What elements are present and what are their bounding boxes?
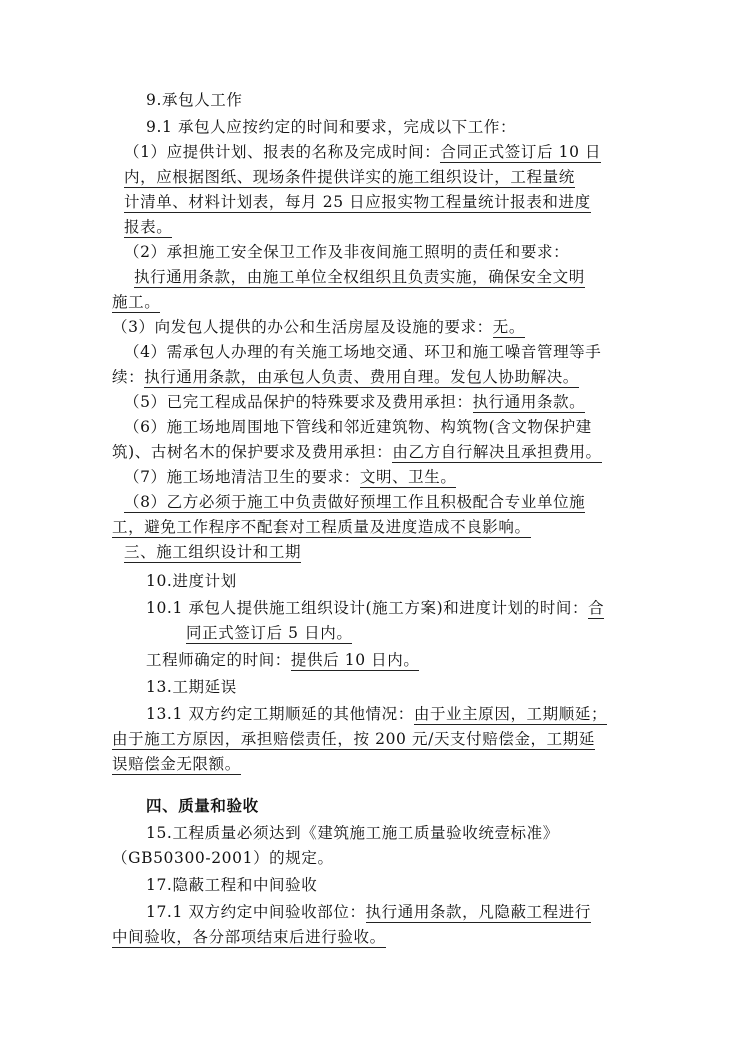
filled-answer: 内，应根据图纸、现场条件提供详实的施工组织设计，工程量统 bbox=[124, 168, 575, 186]
paragraph-line: 17.1 双方约定中间验收部位：执行通用条款，凡隐蔽工程进行 bbox=[146, 903, 591, 921]
filled-answer: 计清单、材料计划表，每月 25 日应报实物工程量统计报表和进度 bbox=[124, 193, 591, 211]
filled-answer: （8）乙方必须于施工中负责做好预埋工作且积极配合专业单位施 bbox=[124, 493, 586, 511]
filled-answer: 由乙方自行解决且承担费用。 bbox=[392, 443, 602, 461]
paragraph-line: 10.1 承包人提供施工组织设计(施工方案)和进度计划的时间：合 bbox=[146, 599, 605, 617]
paragraph-line: 工程师确定的时间：提供后 10 日内。 bbox=[146, 651, 420, 669]
filled-answer: 报表。 bbox=[124, 218, 173, 236]
paragraph-line bbox=[112, 291, 160, 313]
paragraph-line bbox=[124, 491, 585, 513]
paragraph-line: 筑)、古树名木的保护要求及费用承担：由乙方自行解决且承担费用。 bbox=[112, 443, 602, 461]
filled-answer: 由于业主原因，工期顺延； bbox=[413, 705, 608, 723]
paragraph-line: 9.1 承包人应按约定的时间和要求，完成以下工作： bbox=[146, 118, 517, 136]
paragraph-line bbox=[112, 753, 241, 775]
filled-answer: 工，避免工作程序不配套对工程质量及进度造成不良影响。 bbox=[112, 518, 531, 536]
paragraph-line: 15.工程质量必须达到《建筑施工施工质量验收统壹标准》 bbox=[146, 824, 559, 842]
paragraph-line: （2）承担施工安全保卫工作及非夜间施工照明的责任和要求： bbox=[124, 243, 570, 261]
paragraph-line: （GB50300-2001）的规定。 bbox=[112, 849, 334, 867]
paragraph-line bbox=[112, 728, 595, 750]
paragraph-line: （1）应提供计划、报表的名称及完成时间：合同正式签订后 10 日 bbox=[124, 143, 602, 161]
section-heading-10: 10.进度计划 bbox=[146, 572, 237, 590]
filled-answer: 提供后 10 日内。 bbox=[290, 651, 420, 669]
filled-answer: 由于施工方原因，承担赔偿责任，按 200 元/天支付赔偿金，工期延 bbox=[112, 730, 595, 748]
paragraph-line: （7）施工场地清洁卫生的要求：文明、卫生。 bbox=[124, 468, 457, 486]
paragraph-line: （5）已完工程成品保护的特殊要求及费用承担：执行通用条款。 bbox=[124, 393, 586, 411]
paragraph-line bbox=[124, 166, 575, 188]
section-heading-17: 17.隐蔽工程和中间验收 bbox=[146, 876, 318, 894]
paragraph-line: 续：执行通用条款，由承包人负责、费用自理。发包人协助解决。 bbox=[112, 368, 579, 386]
filled-answer: 中间验收，各分部项结束后进行验收。 bbox=[112, 928, 386, 946]
paragraph-line bbox=[112, 516, 531, 538]
paragraph-line bbox=[112, 926, 386, 948]
filled-answer: 执行通用条款。 bbox=[472, 393, 586, 411]
paragraph-line bbox=[134, 266, 585, 288]
paragraph-line bbox=[186, 622, 352, 644]
filled-answer: 合 bbox=[588, 599, 605, 617]
filled-answer: 施工。 bbox=[112, 293, 161, 311]
filled-answer: 执行通用条款，由施工单位全权组织且负责实施，确保安全文明 bbox=[134, 268, 585, 286]
filled-answer: 无。 bbox=[492, 318, 525, 336]
filled-answer: 执行通用条款，凡隐蔽工程进行 bbox=[365, 903, 591, 921]
paragraph-line: （3）向发包人提供的办公和生活房屋及设施的要求：无。 bbox=[112, 318, 525, 336]
paragraph-line: 13.1 双方约定工期顺延的其他情况：由于业主原因，工期顺延； bbox=[146, 705, 608, 723]
section-heading-3: 三、施工组织设计和工期 bbox=[124, 543, 302, 561]
paragraph-line bbox=[124, 191, 591, 213]
paragraph-line: （4）需承包人办理的有关施工场地交通、环卫和施工噪音管理等手 bbox=[124, 343, 602, 361]
filled-answer: 误赔偿金无限额。 bbox=[112, 755, 241, 773]
filled-answer: 文明、卫生。 bbox=[359, 468, 457, 486]
section-heading-9: 9.承包人工作 bbox=[146, 91, 243, 109]
paragraph-line: （6）施工场地周围地下管线和邻近建筑物、构筑物(含文物保护建 bbox=[124, 418, 592, 436]
filled-answer: 同正式签订后 5 日内。 bbox=[186, 624, 353, 642]
filled-answer: 执行通用条款，由承包人负责、费用自理。发包人协助解决。 bbox=[144, 368, 579, 386]
paragraph-line bbox=[124, 216, 172, 238]
section-heading-13: 13.工期延误 bbox=[146, 678, 237, 696]
section-heading-4: 四、质量和验收 bbox=[146, 796, 259, 815]
filled-answer: 合同正式签订后 10 日 bbox=[440, 143, 602, 161]
